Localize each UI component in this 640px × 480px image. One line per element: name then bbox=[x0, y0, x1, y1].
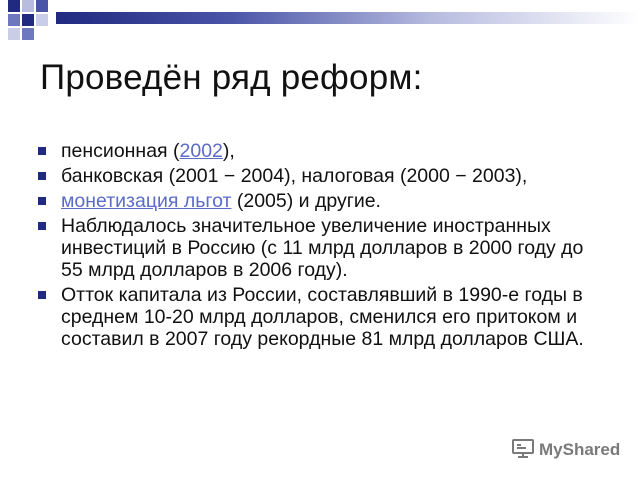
square-bullet-icon bbox=[38, 147, 46, 155]
square-bullet-icon bbox=[38, 172, 46, 180]
decor-square bbox=[22, 28, 34, 40]
link-2002[interactable]: 2002 bbox=[179, 140, 223, 162]
decor-square bbox=[22, 0, 34, 12]
decor-square bbox=[36, 0, 48, 12]
slide-decoration-header bbox=[0, 0, 640, 40]
bullet-list bbox=[36, 140, 606, 353]
bullet-text: пенсионная ( bbox=[61, 140, 180, 162]
bullet-text: Наблюдалось значительное увеличение иностранных инвестиций в Россию (с 11 млрд долларов в 2000 году до 55 млрд долларов в 2006 году). bbox=[61, 215, 584, 281]
watermark-text: MyShared bbox=[539, 440, 621, 459]
list-item bbox=[36, 165, 606, 187]
decor-square bbox=[8, 28, 20, 40]
list-item bbox=[36, 215, 606, 281]
bullet-text: (2005) и другие. bbox=[231, 190, 381, 212]
bullet-text: Отток капитала из России, составлявший в 1990-е годы в среднем 10-20 млрд долларов, сменился его притоком и составил в 2007 году рекордные 81 млрд долларов США. bbox=[61, 284, 584, 350]
list-item bbox=[36, 140, 606, 162]
decor-square bbox=[8, 14, 20, 26]
bullet-text: ), bbox=[222, 140, 235, 162]
decor-square bbox=[22, 14, 34, 26]
square-bullet-icon bbox=[38, 291, 46, 299]
list-item bbox=[36, 190, 606, 212]
link-monetization-benefits[interactable]: монетизация льгот bbox=[61, 190, 232, 212]
square-bullet-icon bbox=[38, 197, 46, 205]
decor-gradient-bar bbox=[56, 12, 640, 24]
list-item bbox=[36, 284, 606, 350]
presentation-board-icon bbox=[512, 438, 534, 463]
square-bullet-icon bbox=[38, 222, 46, 230]
slide-title: Проведён ряд реформ: bbox=[40, 58, 423, 97]
bullet-text: банковская (2001 − 2004), налоговая (2000 − 2003), bbox=[61, 165, 528, 187]
decor-square bbox=[36, 14, 48, 26]
watermark-logo bbox=[512, 438, 620, 462]
decor-square bbox=[8, 0, 20, 12]
